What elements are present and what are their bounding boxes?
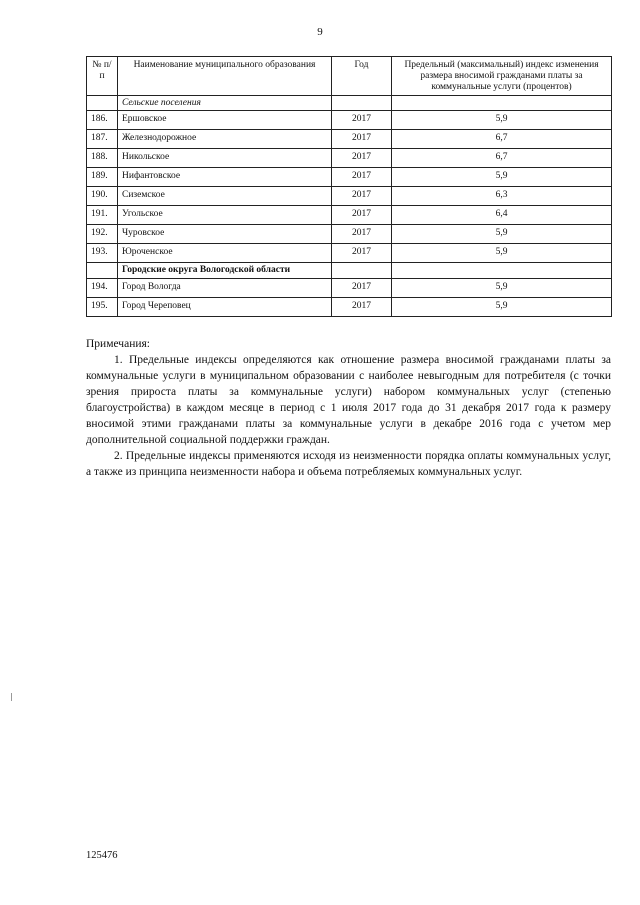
section-label-urban: Городские округа Вологодской области xyxy=(118,263,332,279)
row-num: 188. xyxy=(87,149,118,168)
row-index: 5,9 xyxy=(392,244,612,263)
note-item-1: 1. Предельные индексы определяются как отношение размера вносимой гражданами платы за коммунальные услуги в муниципальном образовании с наиболее невыгодным для потребителя (с точки зрения прироста платы за коммунальные услуги) набором коммунальных услуг (степенью благоустройства) в каждом месяце в период с 1 июля 2017 года до 31 декабря 2017 года к размеру вносимой этими гражданами платы за коммунальные услуги в декабре 2016 года с учетом мер дополнительной социальной поддержки граждан. xyxy=(86,354,611,446)
table-row xyxy=(87,206,612,225)
row-year: 2017 xyxy=(332,298,392,317)
table-header-row xyxy=(87,57,612,96)
row-name: Ершовское xyxy=(118,111,332,130)
row-year: 2017 xyxy=(332,244,392,263)
row-index: 6,4 xyxy=(392,206,612,225)
table-row xyxy=(87,130,612,149)
row-num: 186. xyxy=(87,111,118,130)
row-name: Железнодорожное xyxy=(118,130,332,149)
section-label-rural: Сельские поселения xyxy=(118,96,332,111)
header-name: Наименование муниципального образования xyxy=(118,57,332,96)
row-name: Угольское xyxy=(118,206,332,225)
section-row-urban xyxy=(87,263,612,279)
table-row xyxy=(87,149,612,168)
table-row xyxy=(87,225,612,244)
row-name: Никольское xyxy=(118,149,332,168)
row-num: 193. xyxy=(87,244,118,263)
table-row xyxy=(87,244,612,263)
scan-artifact xyxy=(11,693,12,701)
notes-title: Примечания: xyxy=(86,338,150,350)
table-row xyxy=(87,168,612,187)
row-year: 2017 xyxy=(332,168,392,187)
notes-section xyxy=(86,336,611,480)
table-row xyxy=(87,111,612,130)
row-year: 2017 xyxy=(332,111,392,130)
row-num: 190. xyxy=(87,187,118,206)
row-name: Город Вологда xyxy=(118,279,332,298)
row-index: 5,9 xyxy=(392,168,612,187)
row-num: 187. xyxy=(87,130,118,149)
row-index: 5,9 xyxy=(392,111,612,130)
page-number: 9 xyxy=(317,26,323,38)
row-index: 6,7 xyxy=(392,130,612,149)
row-num: 191. xyxy=(87,206,118,225)
row-name: Сиземское xyxy=(118,187,332,206)
table-row xyxy=(87,279,612,298)
row-year: 2017 xyxy=(332,279,392,298)
row-year: 2017 xyxy=(332,149,392,168)
row-name: Нифантовское xyxy=(118,168,332,187)
row-year: 2017 xyxy=(332,130,392,149)
row-index: 6,3 xyxy=(392,187,612,206)
table-row xyxy=(87,187,612,206)
table-row xyxy=(87,298,612,317)
row-num: 192. xyxy=(87,225,118,244)
row-index: 5,9 xyxy=(392,279,612,298)
row-year: 2017 xyxy=(332,206,392,225)
header-index: Предельный (максимальный) индекс изменения размера вносимой гражданами платы за коммунальные услуги (процентов) xyxy=(392,57,612,96)
row-num: 195. xyxy=(87,298,118,317)
row-year: 2017 xyxy=(332,225,392,244)
tariff-index-table xyxy=(86,56,612,317)
row-num: 189. xyxy=(87,168,118,187)
header-year: Год xyxy=(332,57,392,96)
section-row-rural xyxy=(87,96,612,111)
row-index: 5,9 xyxy=(392,298,612,317)
row-index: 6,7 xyxy=(392,149,612,168)
row-year: 2017 xyxy=(332,187,392,206)
note-item-2: 2. Предельные индексы применяются исходя из неизменности порядка оплаты коммунальных услуг, а также из принципа неизменности набора и объема потребляемых коммунальных услуг. xyxy=(86,450,611,478)
document-code: 125476 xyxy=(86,850,118,861)
row-name: Юроченское xyxy=(118,244,332,263)
row-name: Город Череповец xyxy=(118,298,332,317)
header-num: № п/п xyxy=(87,57,118,96)
row-name: Чуровское xyxy=(118,225,332,244)
row-index: 5,9 xyxy=(392,225,612,244)
row-num: 194. xyxy=(87,279,118,298)
